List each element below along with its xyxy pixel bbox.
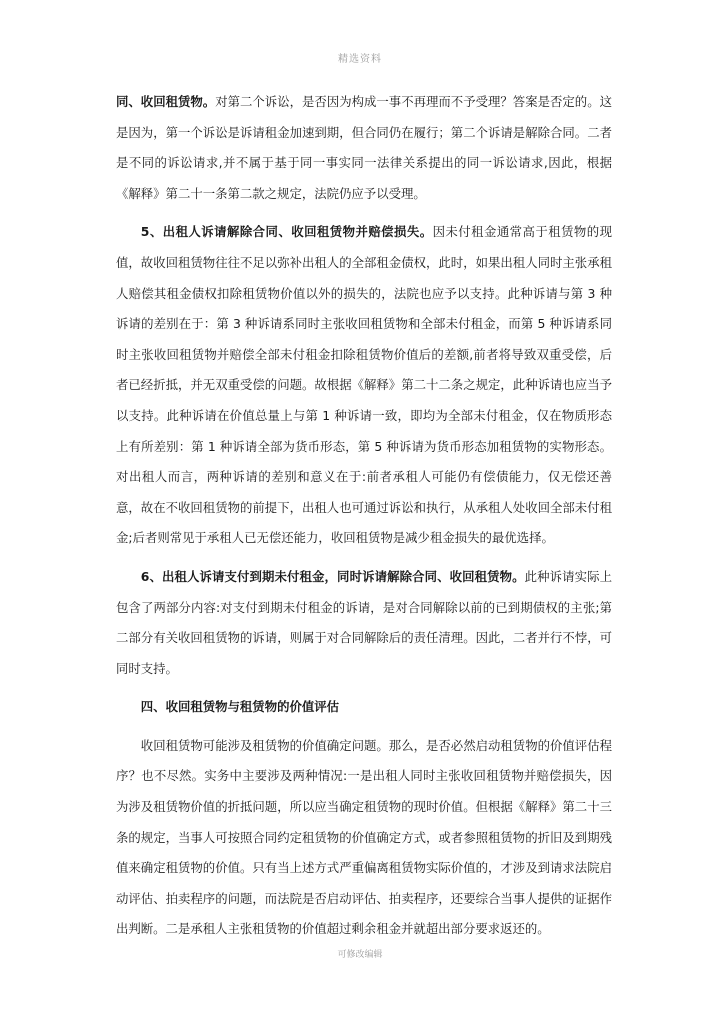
page-header: 精选资料 xyxy=(338,54,382,65)
section-heading: 四、收回租赁物与租赁物的价值评估 xyxy=(140,699,340,715)
page-footer: 可修改编辑 xyxy=(337,950,383,960)
paragraph-claim-5 xyxy=(116,217,612,554)
paragraph-lead-bold: 同、收回租赁物。 xyxy=(116,94,216,109)
paragraph-text: 因未付租金通常高于租赁物的现值，故收回租赁物往往不足以弥补出租人的全部租金债权，此时，如果出租人同时主张承租人赔偿其租金债权扣除租赁物价值以外的损失的，法院也应予以支持。此种诉请与第 3 种诉请的差别在于：第 3 种诉请系同时主张收回租赁物和全部未付租金，而第 5 种诉请系同时主张收回租赁物并赔偿全部未付租金扣除租赁物价值后的差额,前者将导致双重受偿，后者已经折抵，并无双重受偿的问题。故根据《解释》第二十二条之规定，此种诉请也应当予以支持。此种诉请在价值总量上与第 1 种诉请一致，即均为全部未付租金，仅在物质形态上有所差别：第 1 种诉请全部为货币形态，第 5 种诉请为货币形态加租赁物的实物形态。对出租人而言，两种诉请的差别和意义在于:前者承租人可能仍有偿债能力，仅无偿还善意，故在不收回租赁物的前提下，出租人也可通过诉讼和执行，从承租人处收回全部未付租金;后者则常见于承租人已无偿还能力，收回租赁物是减少租金损失的最优选择。 xyxy=(116,224,613,546)
paragraph-lead-bold: 5、出租人诉请解除合同、收回租赁物并赔偿损失。 xyxy=(140,224,433,240)
paragraph-contract-termination-second-suit xyxy=(116,87,612,209)
paragraph-valuation xyxy=(116,731,612,945)
paragraph-lead-bold: 6、出租人诉请支付到期未付租金，同时诉请解除合同、收回租赁物。 xyxy=(140,568,525,584)
paragraph-claim-6 xyxy=(116,562,612,684)
paragraph-text: 对第二个诉讼，是否因为构成一事不再理而不予受理？答案是否定的。这是因为，第一个诉讼是诉请租金加速到期，但合同仍在履行；第二个诉请是解除合同。二者是不同的诉讼请求,并不属于基于同一事实同一法律关系提出的同一诉讼请求,因此，根据《解释》第二十一条第二款之规定，法院仍应予以受理。 xyxy=(116,94,613,201)
paragraph-text: 收回租赁物可能涉及租赁物的价值确定问题。那么，是否必然启动租赁物的价值评估程序？也不尽然。实务中主要涉及两种情况:一是出租人同时主张收回租赁物并赔偿损失，因为涉及租赁物价值的折抵问题，所以应当确定租赁物的现时价值。但根据《解释》第二十三条的规定，当事人可按照合同约定租赁物的价值确定方式，或者参照租赁物的折旧及到期残值来确定租赁物的价值。只有当上述方式严重偏离租赁物实际价值的，才涉及到请求法院启动评估、拍卖程序的问题，而法院是否启动评估、拍卖程序，还要综合当事人提供的证据作出判断。二是承租人主张租赁物的价值超过剩余租金并就超出部分要求返还的。 xyxy=(116,737,612,937)
document-body xyxy=(116,87,612,945)
paragraph-text: 此种诉请实际上包含了两部分内容:对支付到期未付租金的诉请，是对合同解除以前的已到期债权的主张;第二部分有关收回租赁物的诉请，则属于对合同解除后的责任清理。因此，二者并行不悖，可同时支持。 xyxy=(116,568,612,676)
